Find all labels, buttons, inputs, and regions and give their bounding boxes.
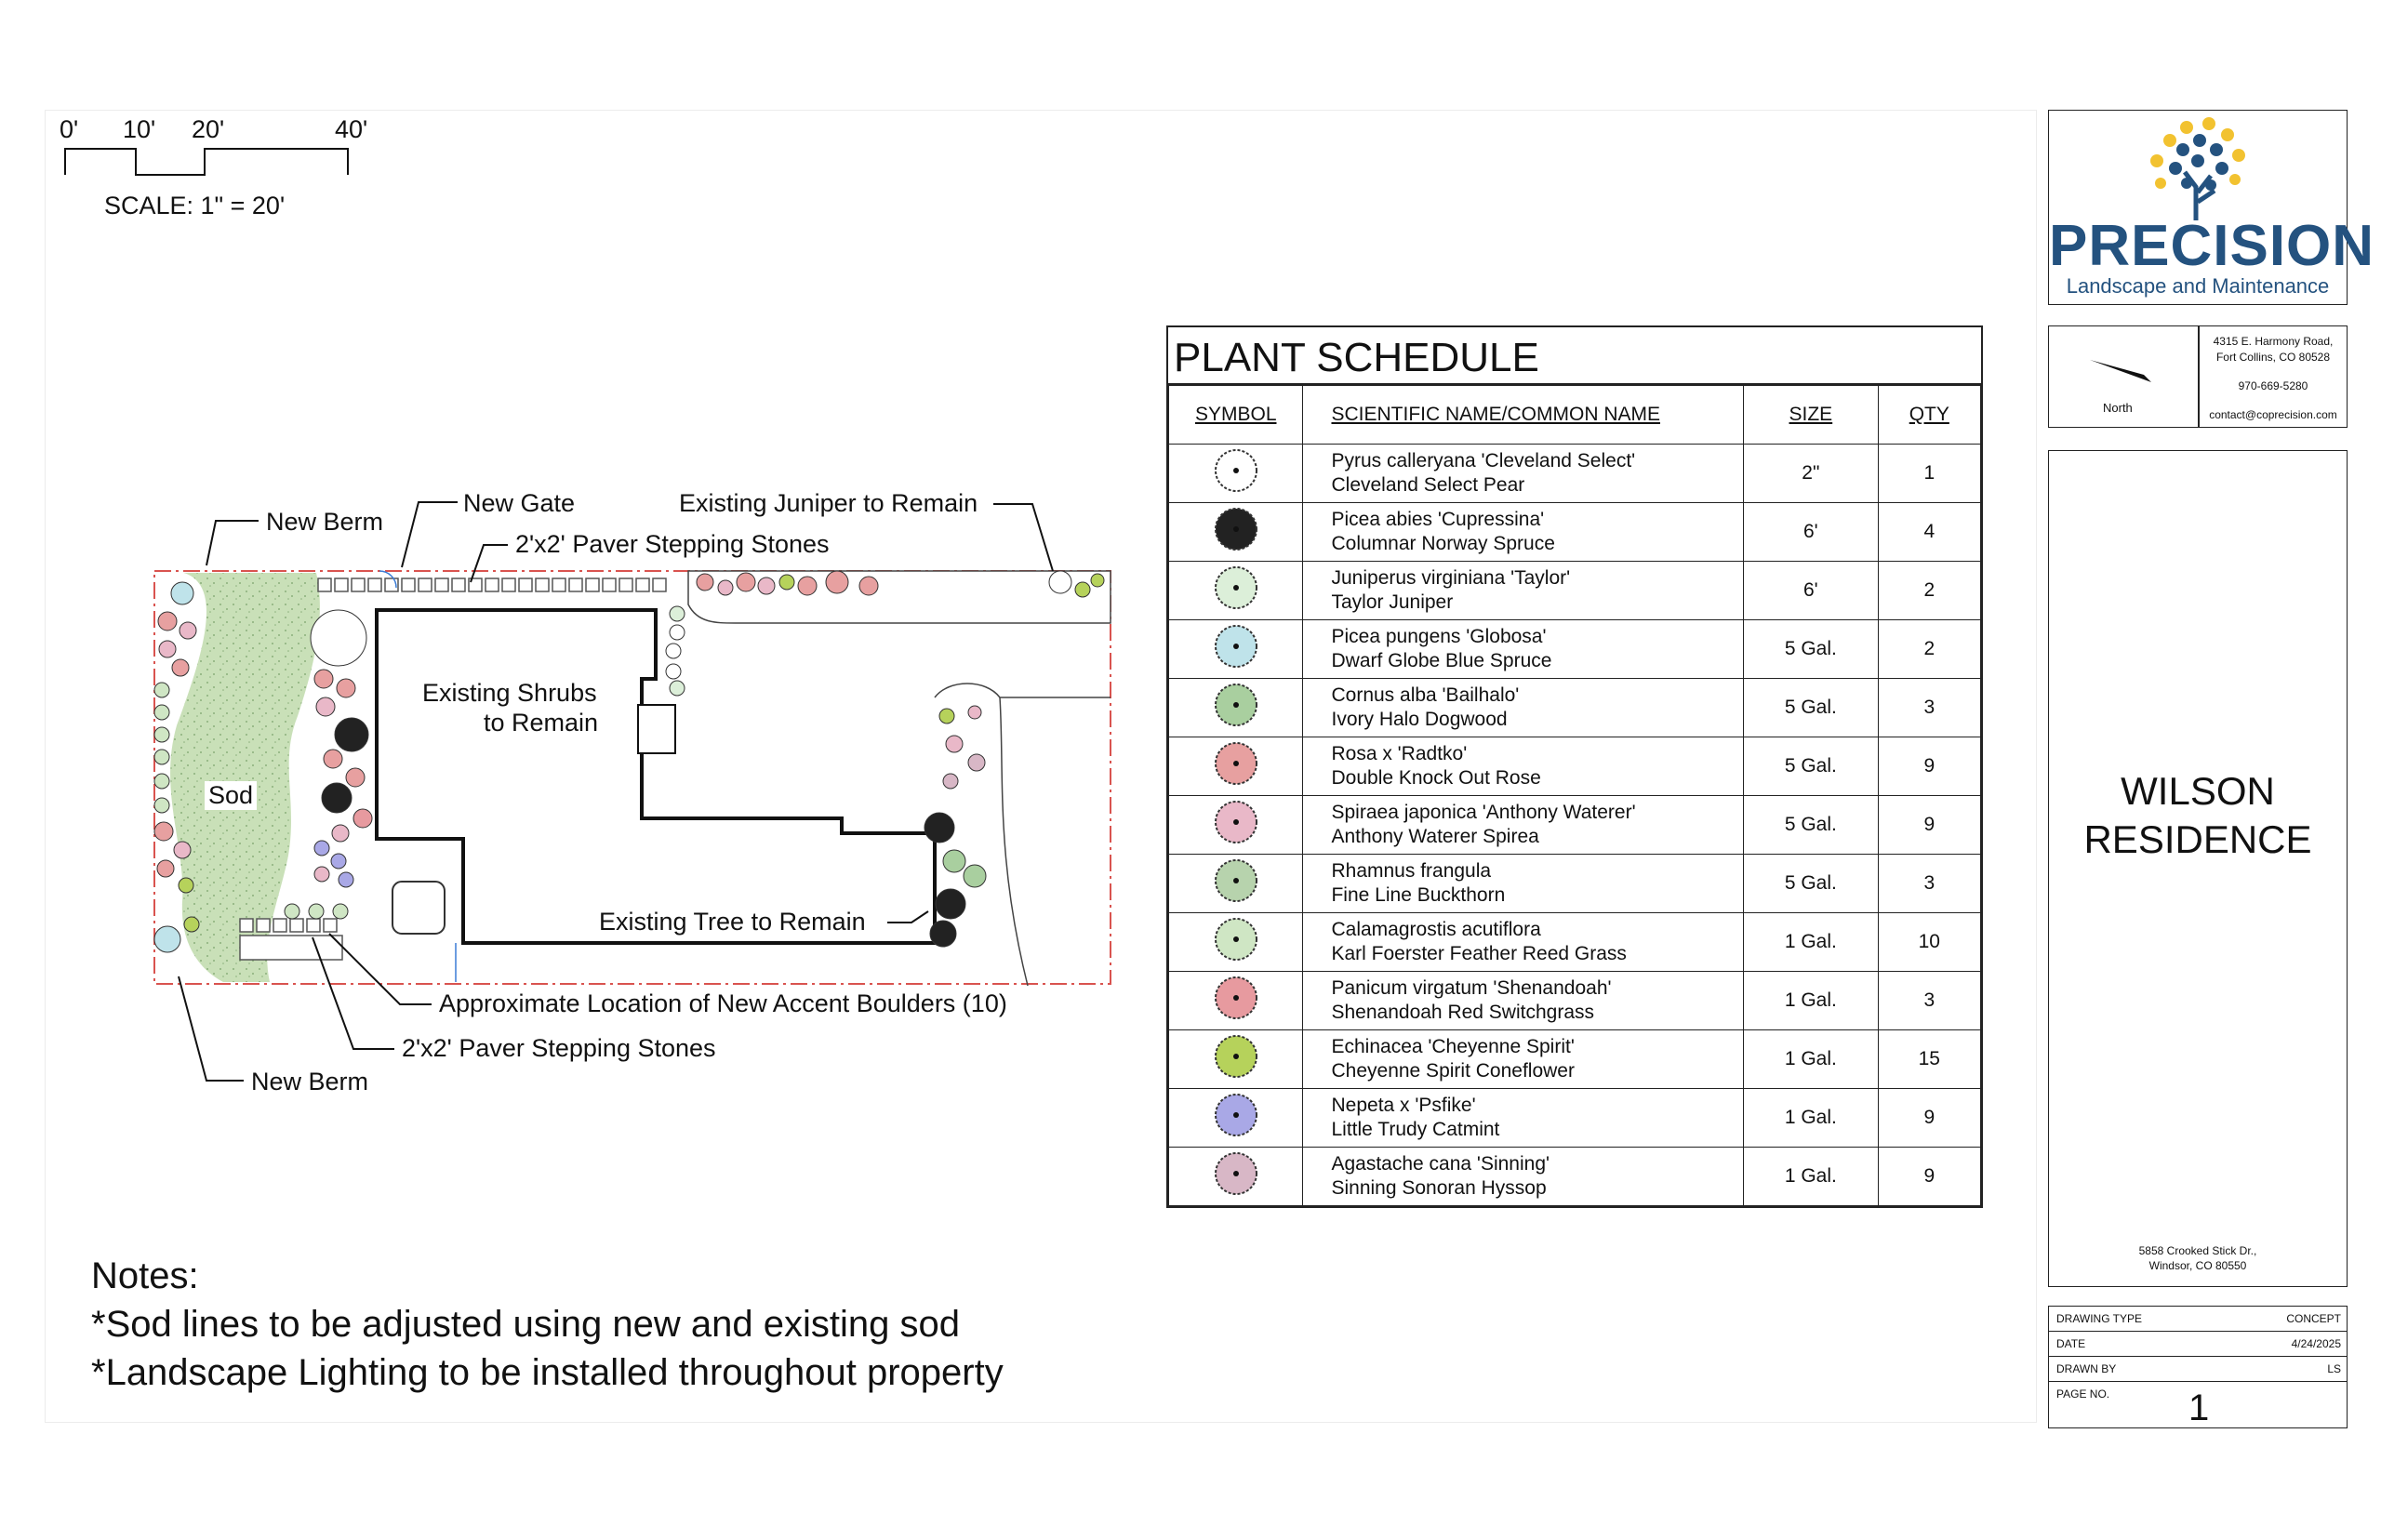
common-name: Anthony Waterer Spirea [1331, 826, 1539, 847]
site-address-1: 5858 Crooked Stick Dr., [2138, 1244, 2257, 1257]
project-name-line-1: WILSON [2121, 769, 2275, 813]
scale-tick-10: 10' [123, 115, 156, 143]
catmint-icon [1212, 1091, 1260, 1139]
qty-cell: 3 [1878, 972, 1980, 1030]
company-address-2: Fort Collins, CO 80528 [2215, 351, 2331, 364]
dogwood-icon [1212, 681, 1260, 729]
size-cell: 5 Gal. [1744, 620, 1878, 679]
north-label: North [2103, 401, 2133, 415]
switchgrass-icon [1212, 974, 1260, 1022]
callout-existing-tree: Existing Tree to Remain [599, 908, 866, 936]
header-qty: QTY [1878, 386, 1980, 445]
symbol-cell [1169, 503, 1303, 562]
symbol-cell [1169, 737, 1303, 796]
callout-paver-bottom: 2'x2' Paver Stepping Stones [402, 1034, 716, 1062]
qty-cell: 4 [1878, 503, 1980, 562]
size-cell: 1 Gal. [1744, 1030, 1878, 1089]
logo-word: PRECISION [2049, 214, 2375, 278]
symbol-cell [1169, 855, 1303, 913]
site-address [2049, 1243, 2347, 1273]
plant-name-cell [1303, 620, 1744, 679]
callout-existing-juniper: Existing Juniper to Remain [679, 489, 978, 517]
project-box [2048, 450, 2348, 1287]
qty-cell: 2 [1878, 620, 1980, 679]
spruce-icon [1212, 505, 1260, 553]
scientific-name: Juniperus virginiana 'Taylor' [1331, 567, 1571, 589]
company-phone: 970-669-5280 [2238, 379, 2308, 392]
plant-schedule-row [1169, 562, 1981, 620]
common-name: Fine Line Buckthorn [1331, 884, 1506, 906]
drawn-by-label: DRAWN BY [2056, 1362, 2117, 1375]
plant-schedule-row [1169, 503, 1981, 562]
scientific-name: Echinacea 'Cheyenne Spirit' [1331, 1036, 1575, 1057]
scale-text: SCALE: 1" = 20' [104, 192, 286, 219]
common-name: Shenandoah Red Switchgrass [1331, 1002, 1594, 1023]
logo-box [2048, 110, 2375, 305]
drawing-type-value: CONCEPT [2286, 1312, 2341, 1325]
size-cell: 6' [1744, 503, 1878, 562]
symbol-cell [1169, 562, 1303, 620]
blue-spruce-icon [1212, 622, 1260, 670]
plant-name-cell [1303, 503, 1744, 562]
size-cell: 5 Gal. [1744, 855, 1878, 913]
symbol-cell [1169, 445, 1303, 503]
common-name: Taylor Juniper [1331, 591, 1454, 613]
scientific-name: Calamagrostis acutiflora [1331, 919, 1541, 940]
scientific-name: Rhamnus frangula [1331, 860, 1492, 882]
company-address-1: 4315 E. Harmony Road, [2213, 335, 2334, 348]
notes [91, 1252, 1004, 1397]
callout-paver-top: 2'x2' Paver Stepping Stones [515, 530, 830, 558]
plant-name-cell [1303, 679, 1744, 737]
qty-cell: 1 [1878, 445, 1980, 503]
plant-schedule-row [1169, 1089, 1981, 1148]
plant-schedule-row [1169, 796, 1981, 855]
common-name: Cheyenne Spirit Coneflower [1331, 1060, 1575, 1082]
plant-name-cell [1303, 1089, 1744, 1148]
date-value: 4/24/2025 [2291, 1337, 2341, 1350]
size-cell: 1 Gal. [1744, 1148, 1878, 1206]
juniper-icon [1212, 564, 1260, 612]
symbol-cell [1169, 1148, 1303, 1206]
plant-schedule-table [1168, 385, 1981, 1206]
symbol-cell [1169, 796, 1303, 855]
notes-line-2: *Landscape Lighting to be installed throughout property [91, 1352, 1004, 1393]
plant-schedule-row [1169, 913, 1981, 972]
plant-name-cell [1303, 913, 1744, 972]
page-label: PAGE NO. [2056, 1387, 2110, 1401]
reed-grass-icon [1212, 915, 1260, 963]
size-cell: 1 Gal. [1744, 1089, 1878, 1148]
notes-line-1: *Sod lines to be adjusted using new and existing sod [91, 1304, 960, 1345]
callout-boulders: Approximate Location of New Accent Boulders (10) [439, 989, 1007, 1017]
drawn-by-value: LS [2327, 1362, 2341, 1375]
scientific-name: Agastache cana 'Sinning' [1331, 1153, 1550, 1175]
scientific-name: Pyrus calleryana 'Cleveland Select' [1331, 450, 1636, 471]
page-row [2049, 1382, 2347, 1427]
size-cell: 5 Gal. [1744, 737, 1878, 796]
plant-name-cell [1303, 737, 1744, 796]
plant-name-cell [1303, 796, 1744, 855]
callout-existing-shrubs-2: to Remain [484, 709, 599, 737]
symbol-cell [1169, 620, 1303, 679]
north-contact-box [2048, 325, 2348, 428]
size-cell: 1 Gal. [1744, 913, 1878, 972]
project-name [2049, 767, 2347, 864]
symbol-cell [1169, 1089, 1303, 1148]
drawing-type-row [2049, 1307, 2347, 1332]
size-cell: 5 Gal. [1744, 796, 1878, 855]
size-cell: 2" [1744, 445, 1878, 503]
plant-name-cell [1303, 562, 1744, 620]
size-cell: 1 Gal. [1744, 972, 1878, 1030]
scientific-name: Picea abies 'Cupressina' [1331, 509, 1545, 530]
scientific-name: Rosa x 'Radtko' [1331, 743, 1468, 764]
plant-name-cell [1303, 1148, 1744, 1206]
plant-schedule-row [1169, 1030, 1981, 1089]
plant-schedule-title: PLANT SCHEDULE [1168, 327, 1981, 385]
page-number: 1 [2188, 1387, 2210, 1428]
common-name: Karl Foerster Feather Reed Grass [1331, 943, 1627, 964]
scientific-name: Cornus alba 'Bailhalo' [1331, 684, 1520, 706]
plant-name-cell [1303, 445, 1744, 503]
project-name-line-2: RESIDENCE [2083, 817, 2312, 861]
symbol-cell [1169, 972, 1303, 1030]
plant-name-cell [1303, 972, 1744, 1030]
plant-schedule-row [1169, 620, 1981, 679]
qty-cell: 3 [1878, 855, 1980, 913]
qty-cell: 9 [1878, 1089, 1980, 1148]
drawn-by-row [2049, 1357, 2347, 1382]
qty-cell: 9 [1878, 796, 1980, 855]
plant-schedule-header-row [1169, 386, 1981, 445]
north-arrow-icon [2086, 354, 2161, 392]
common-name: Ivory Halo Dogwood [1331, 709, 1508, 730]
plant-schedule-row [1169, 972, 1981, 1030]
qty-cell: 3 [1878, 679, 1980, 737]
drawing-info-box [2048, 1306, 2348, 1428]
spirea-icon [1212, 798, 1260, 846]
common-name: Little Trudy Catmint [1331, 1119, 1500, 1140]
plant-schedule-row [1169, 445, 1981, 503]
scientific-name: Spiraea japonica 'Anthony Waterer' [1331, 802, 1636, 823]
plant-schedule-row [1169, 737, 1981, 796]
common-name: Sinning Sonoran Hyssop [1331, 1177, 1547, 1199]
plant-schedule-row [1169, 1148, 1981, 1206]
plant-schedule-row [1169, 855, 1981, 913]
hyssop-icon [1212, 1149, 1260, 1198]
scientific-name: Panicum virgatum 'Shenandoah' [1331, 977, 1612, 999]
sod-label: Sod [205, 781, 257, 810]
drawing-type-label: DRAWING TYPE [2056, 1312, 2143, 1325]
notes-title: Notes: [91, 1255, 199, 1296]
contact-block [2200, 334, 2347, 423]
callout-existing-shrubs-1: Existing Shrubs [422, 679, 597, 707]
buckthorn-icon [1212, 856, 1260, 905]
header-symbol: SYMBOL [1169, 386, 1303, 445]
symbol-cell [1169, 1030, 1303, 1089]
common-name: Cleveland Select Pear [1331, 474, 1525, 496]
scale-tick-40: 40' [335, 115, 368, 143]
common-name: Columnar Norway Spruce [1331, 533, 1555, 554]
plant-schedule [1166, 325, 1983, 1208]
plant-name-cell [1303, 855, 1744, 913]
date-row [2049, 1332, 2347, 1357]
company-email: contact@coprecision.com [2209, 408, 2337, 421]
rose-icon [1212, 739, 1260, 788]
qty-cell: 10 [1878, 913, 1980, 972]
qty-cell: 9 [1878, 737, 1980, 796]
logo-subtitle: Landscape and Maintenance [2066, 274, 2330, 298]
date-label: DATE [2056, 1337, 2086, 1350]
scale-tick-0: 0' [60, 115, 79, 143]
qty-cell: 2 [1878, 562, 1980, 620]
callout-new-berm-bottom: New Berm [251, 1068, 369, 1095]
size-cell: 5 Gal. [1744, 679, 1878, 737]
tree-logo-icon [2142, 113, 2254, 220]
plant-name-cell [1303, 1030, 1744, 1089]
symbol-cell [1169, 679, 1303, 737]
coneflower-icon [1212, 1032, 1260, 1081]
qty-cell: 9 [1878, 1148, 1980, 1206]
pear-tree-icon [1212, 446, 1260, 495]
site-address-2: Windsor, CO 80550 [2148, 1259, 2247, 1272]
scale-tick-20: 20' [192, 115, 225, 143]
common-name: Dwarf Globe Blue Spruce [1331, 650, 1552, 671]
common-name: Double Knock Out Rose [1331, 767, 1541, 789]
size-cell: 6' [1744, 562, 1878, 620]
scientific-name: Nepeta x 'Psfike' [1331, 1095, 1476, 1116]
callout-new-berm-top: New Berm [266, 508, 384, 536]
qty-cell: 15 [1878, 1030, 1980, 1089]
scientific-name: Picea pungens 'Globosa' [1331, 626, 1547, 647]
callout-leaders [0, 0, 1172, 1116]
callout-new-gate: New Gate [463, 489, 576, 517]
plant-schedule-row [1169, 679, 1981, 737]
header-size: SIZE [1744, 386, 1878, 445]
header-name: SCIENTIFIC NAME/COMMON NAME [1303, 386, 1744, 445]
symbol-cell [1169, 913, 1303, 972]
